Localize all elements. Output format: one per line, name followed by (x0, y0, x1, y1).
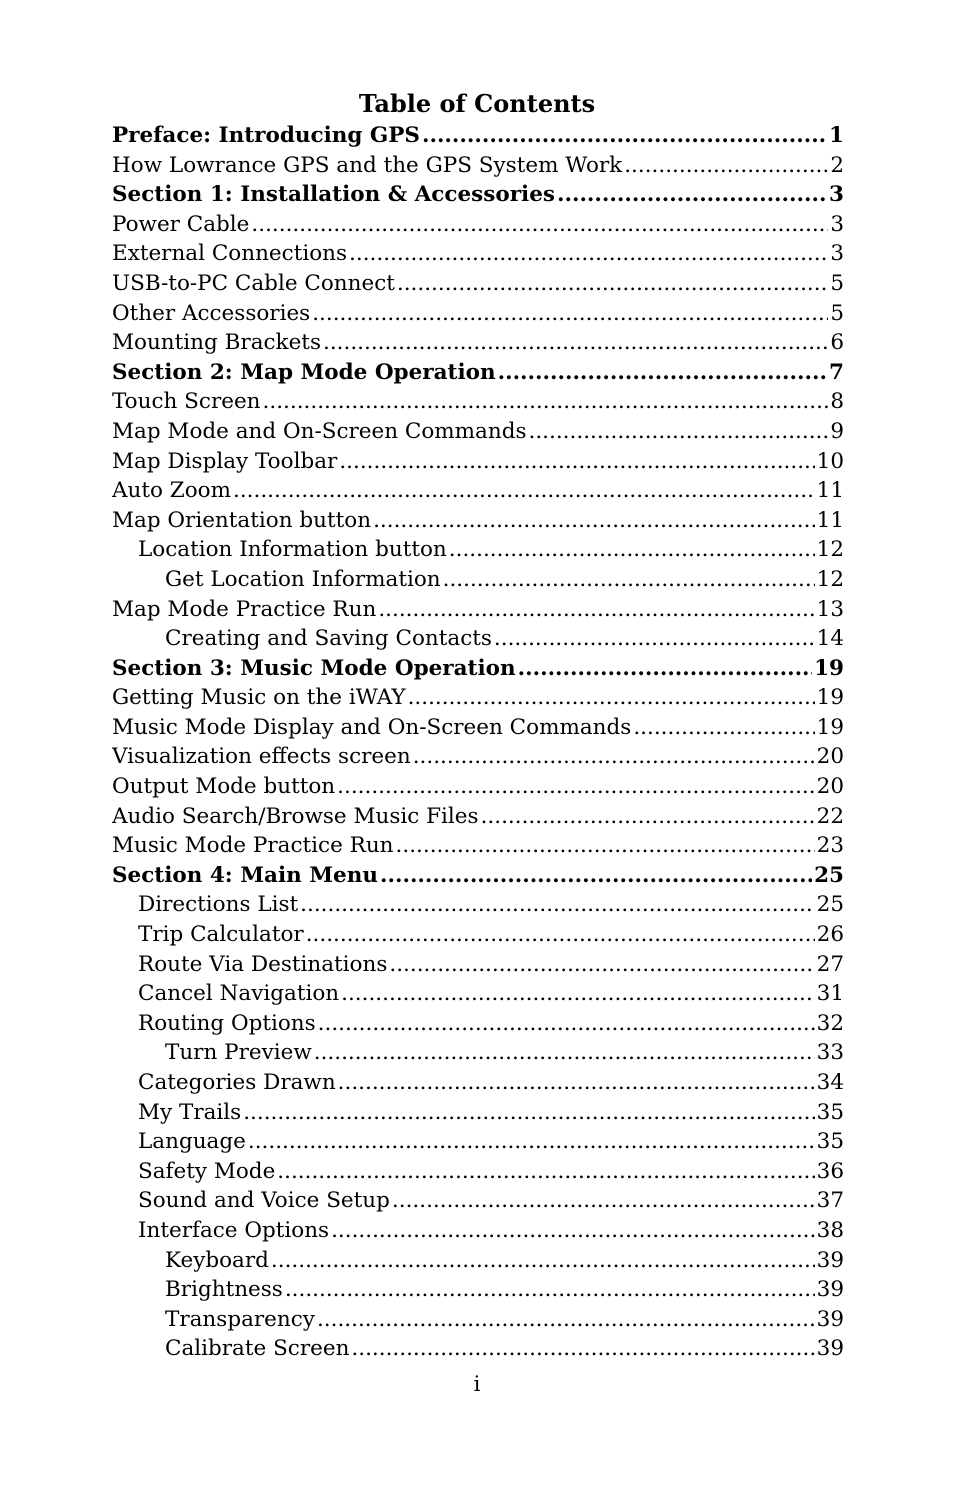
toc-entry[interactable] (112, 328, 844, 358)
toc-entry[interactable] (112, 890, 844, 920)
toc-entry-page: 19 (814, 655, 844, 681)
toc-leader-dots (271, 1246, 815, 1276)
toc-entry[interactable] (112, 831, 844, 861)
toc-entry[interactable] (112, 742, 844, 772)
toc-leader-dots (378, 595, 814, 625)
toc-entry-page: 39 (816, 1336, 844, 1362)
toc-entry-label: Audio Search/Browse Music Files (112, 803, 479, 829)
toc-leader-dots (317, 1305, 815, 1335)
toc-entry[interactable] (112, 654, 844, 684)
toc-entry-page: 5 (830, 300, 844, 326)
toc-entry-page: 25 (814, 862, 844, 888)
toc-entry-page: 1 (829, 123, 844, 148)
toc-entry[interactable] (112, 595, 844, 625)
toc-entry-page: 36 (816, 1158, 844, 1184)
toc-entry-label: Map Orientation button (112, 507, 372, 533)
toc-entry-label: Safety Mode (138, 1158, 276, 1184)
toc-entry-page: 14 (816, 626, 844, 652)
toc-entry-label: Sound and Voice Setup (138, 1188, 390, 1214)
toc-entry-label: Map Display Toolbar (112, 448, 338, 474)
toc-entry-page: 34 (816, 1070, 844, 1095)
toc-leader-dots (422, 121, 827, 151)
toc-entry[interactable] (112, 772, 844, 802)
toc-entry-page: 31 (816, 981, 844, 1007)
toc-entry-label: Interface Options (138, 1217, 330, 1243)
toc-entry-label: Transparency (165, 1306, 315, 1332)
toc-title: Table of Contents (358, 89, 596, 118)
toc-entry[interactable] (112, 1068, 844, 1098)
toc-entry-page: 23 (816, 833, 844, 859)
toc-entry-label: Brightness (165, 1277, 283, 1303)
toc-entry-page: 38 (816, 1217, 844, 1243)
toc-entry-page: 39 (816, 1306, 844, 1332)
toc-leader-dots (285, 1275, 815, 1305)
toc-entry-label: External Connections (112, 241, 348, 267)
page-number: i (473, 1372, 481, 1396)
toc-entry[interactable] (112, 358, 844, 388)
toc-entry-page: 3 (830, 211, 844, 237)
toc-entry-label: Mounting Brackets (112, 330, 321, 356)
toc-entry-page: 19 (816, 685, 844, 711)
toc-entry[interactable] (112, 1275, 844, 1305)
toc-entry[interactable] (112, 476, 844, 506)
toc-entry-page: 26 (816, 922, 844, 948)
toc-leader-dots (318, 1009, 815, 1039)
toc-leader-dots (396, 831, 815, 861)
toc-leader-dots (518, 654, 812, 684)
toc-entry-label: Getting Music on the iWAY (112, 685, 406, 711)
toc-entry-page: 3 (829, 182, 844, 208)
toc-entry-label: Directions List (138, 892, 299, 918)
toc-list (112, 121, 844, 1364)
toc-leader-dots (408, 683, 815, 713)
toc-entry[interactable] (112, 239, 844, 269)
toc-leader-dots (277, 1157, 814, 1187)
toc-leader-dots (323, 328, 828, 358)
toc-entry-page: 12 (816, 566, 844, 592)
toc-entry[interactable] (112, 506, 844, 536)
toc-leader-dots (498, 358, 827, 388)
toc-leader-dots (389, 950, 814, 980)
toc-entry-label: Map Mode Practice Run (112, 596, 377, 622)
toc-leader-dots (233, 476, 815, 506)
toc-leader-dots (341, 979, 815, 1009)
toc-entry[interactable] (112, 1127, 844, 1157)
toc-entry[interactable] (112, 1186, 844, 1216)
toc-entry-label: Location Information button (138, 537, 447, 563)
toc-entry[interactable] (112, 417, 844, 447)
toc-entry[interactable] (112, 210, 844, 240)
toc-entry-label: Keyboard (165, 1247, 269, 1273)
toc-entry-label: Preface: Introducing GPS (112, 123, 420, 148)
toc-entry[interactable] (112, 979, 844, 1009)
toc-leader-dots (314, 1038, 815, 1068)
toc-entry[interactable] (112, 1038, 844, 1068)
toc-entry[interactable] (112, 713, 844, 743)
toc-entry-label: Route Via Destinations (138, 951, 388, 977)
toc-entry-page: 33 (816, 1040, 844, 1066)
toc-leader-dots (624, 151, 828, 181)
toc-entry[interactable] (112, 387, 844, 417)
toc-entry-label: Turn Preview (165, 1040, 312, 1066)
toc-entry-page: 32 (816, 1010, 844, 1036)
toc-entry-label: Map Mode and On-Screen Commands (112, 418, 527, 444)
toc-entry[interactable] (112, 683, 844, 713)
toc-entry-page: 39 (816, 1247, 844, 1273)
toc-entry-page: 13 (816, 596, 844, 622)
toc-entry-page: 20 (816, 744, 844, 770)
toc-leader-dots (443, 565, 815, 595)
toc-entry[interactable] (112, 950, 844, 980)
toc-leader-dots (338, 1068, 815, 1098)
toc-leader-dots (529, 417, 829, 447)
toc-entry-page: 3 (830, 241, 844, 267)
toc-leader-dots (449, 535, 815, 565)
toc-leader-dots (337, 772, 814, 802)
toc-entry-label: Output Mode button (112, 774, 336, 800)
toc-leader-dots (392, 1186, 815, 1216)
toc-entry-page: 37 (816, 1188, 844, 1214)
toc-entry-label: Section 3: Music Mode Operation (112, 655, 516, 681)
toc-leader-dots (557, 180, 827, 210)
toc-entry-page: 5 (830, 270, 844, 296)
toc-entry[interactable] (112, 121, 844, 151)
toc-leader-dots (481, 802, 815, 832)
toc-entry-page: 35 (816, 1099, 844, 1125)
toc-leader-dots (251, 210, 828, 240)
toc-entry[interactable] (112, 565, 844, 595)
toc-entry-label: Categories Drawn (138, 1070, 336, 1095)
toc-leader-dots (373, 506, 815, 536)
toc-entry[interactable] (112, 447, 844, 477)
toc-entry[interactable] (112, 1098, 844, 1128)
toc-entry-label: USB-to-PC Cable Connect (112, 270, 395, 296)
toc-entry-page: 8 (830, 389, 844, 415)
toc-entry[interactable] (112, 1334, 844, 1364)
toc-entry[interactable] (112, 1216, 844, 1246)
toc-entry-label: Cancel Navigation (138, 981, 340, 1007)
toc-entry-page: 35 (816, 1129, 844, 1155)
toc-entry[interactable] (112, 299, 844, 329)
toc-leader-dots (248, 1127, 815, 1157)
toc-leader-dots (494, 624, 815, 654)
toc-leader-dots (306, 920, 815, 950)
toc-entry-page: 7 (829, 359, 844, 385)
toc-entry[interactable] (112, 1009, 844, 1039)
toc-entry-page: 6 (830, 330, 844, 356)
toc-entry-label: Section 4: Main Menu (112, 862, 378, 888)
toc-entry-label: Section 2: Map Mode Operation (112, 359, 496, 385)
toc-entry-label: Visualization effects screen (112, 744, 411, 770)
toc-entry-label: Language (138, 1129, 246, 1155)
toc-entry[interactable] (112, 535, 844, 565)
toc-entry[interactable] (112, 861, 844, 891)
toc-entry-label: Music Mode Display and On-Screen Commands (112, 714, 632, 740)
toc-entry-page: 39 (816, 1277, 844, 1303)
toc-leader-dots (349, 239, 828, 269)
toc-entry[interactable] (112, 624, 844, 654)
toc-entry-label: Calibrate Screen (165, 1336, 350, 1362)
toc-entry-label: My Trails (138, 1099, 242, 1125)
toc-leader-dots (413, 742, 815, 772)
toc-entry-page: 20 (816, 774, 844, 800)
toc-entry-label: Routing Options (138, 1010, 316, 1036)
toc-entry-label: Other Accessories (112, 300, 311, 326)
toc-entry-page: 27 (816, 951, 844, 977)
toc-leader-dots (633, 713, 814, 743)
toc-entry-page: 11 (816, 478, 844, 504)
toc-entry-label: Power Cable (112, 211, 250, 237)
toc-leader-dots (300, 890, 814, 920)
toc-entry-label: Music Mode Practice Run (112, 833, 394, 859)
toc-entry[interactable] (112, 1246, 844, 1276)
toc-entry-label: How Lowrance GPS and the GPS System Work (112, 152, 623, 178)
toc-entry[interactable] (112, 920, 844, 950)
toc-entry-page: 22 (816, 803, 844, 829)
toc-leader-dots (263, 387, 829, 417)
toc-entry-label: Creating and Saving Contacts (165, 626, 492, 652)
toc-entry-label: Get Location Information (165, 566, 441, 592)
toc-leader-dots (331, 1216, 815, 1246)
toc-entry-page: 12 (816, 537, 844, 563)
toc-entry-page: 25 (816, 892, 844, 918)
toc-leader-dots (380, 861, 812, 891)
toc-entry-page: 11 (816, 507, 844, 533)
toc-entry-page: 9 (830, 418, 844, 444)
toc-entry-label: Auto Zoom (112, 478, 232, 504)
toc-entry-label: Touch Screen (112, 389, 261, 415)
toc-entry[interactable] (112, 802, 844, 832)
toc-leader-dots (351, 1334, 814, 1364)
toc-entry[interactable] (112, 1305, 844, 1335)
toc-leader-dots (397, 269, 828, 299)
toc-entry-page: 19 (816, 714, 844, 740)
toc-entry[interactable] (112, 1157, 844, 1187)
toc-entry-label: Section 1: Installation & Accessories (112, 182, 555, 208)
toc-entry-label: Trip Calculator (138, 922, 304, 948)
toc-leader-dots (312, 299, 828, 329)
toc-entry[interactable] (112, 269, 844, 299)
toc-leader-dots (339, 447, 814, 477)
toc-entry-page: 2 (830, 152, 844, 178)
toc-entry[interactable] (112, 151, 844, 181)
toc-entry[interactable] (112, 180, 844, 210)
toc-entry-page: 10 (816, 448, 844, 474)
toc-leader-dots (243, 1098, 814, 1128)
